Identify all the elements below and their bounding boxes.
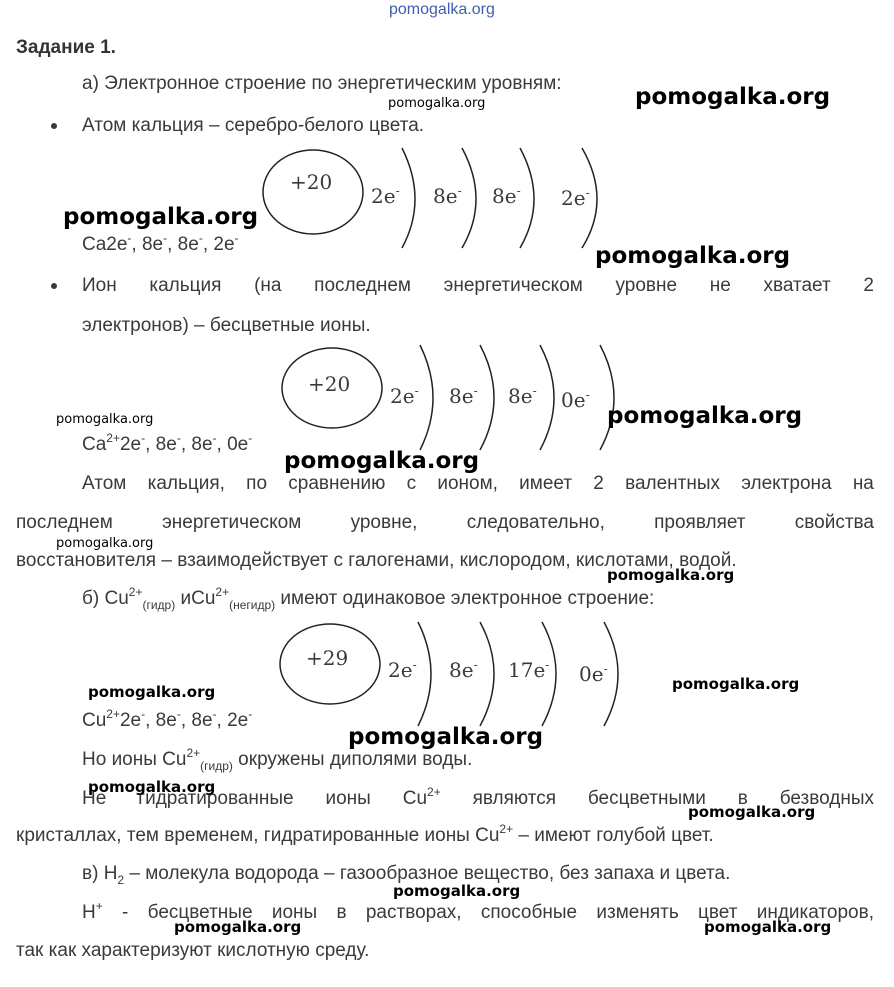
para-b-line1: Не гидратированные ионы $Cu^{2+}$ являются бесцветными в безводных <box>82 785 874 809</box>
watermark: pomogalka.org <box>672 675 800 693</box>
part-v-line2: H+ - бесцветные ионы в растворах, способные изменять цвет индикаторов, <box>82 899 874 923</box>
watermark: pomogalka.org <box>607 403 803 429</box>
shell-arc <box>420 345 433 450</box>
nucleus-charge: +20 <box>308 372 351 396</box>
para-a-line2: последнем энергетическом уровне, следовательно, проявляет свойства <box>16 512 874 533</box>
hydrated-ions-line: Но ионы $Cu^{2+}_{(гидр)}$ окружены диполями воды. <box>82 746 473 773</box>
para-a-line1: Атом кальция, по сравнению с ионом, имеет 2 валентных электрона на <box>82 473 874 494</box>
shell-label: 8e- <box>508 384 537 408</box>
shell-label: 2e- <box>371 184 400 208</box>
watermark: pomogalka.org <box>393 882 521 900</box>
watermark: pomogalka.org <box>704 918 832 936</box>
watermark: pomogalka.org <box>388 96 486 111</box>
watermark: pomogalka.org <box>284 448 480 474</box>
watermark: pomogalka.org <box>63 204 259 230</box>
shell-label: 8e- <box>492 184 521 208</box>
shell-label: 2e- <box>388 658 417 682</box>
shell-arc <box>480 622 494 726</box>
shell-arc <box>520 148 534 248</box>
watermark: pomogalka.org <box>174 918 302 936</box>
shell-label: 2e- <box>561 186 590 210</box>
part-v-line3: так как характеризуют кислотную среду. <box>16 940 370 961</box>
watermark: pomogalka.org <box>607 566 735 584</box>
formula-calcium-ion: $Ca^{2+}2e^-$, 8e-, 8e-, 0e- <box>82 431 253 455</box>
shell-arc <box>418 622 431 726</box>
shell-label: 8e- <box>433 184 462 208</box>
watermark: pomogalka.org <box>88 778 216 796</box>
formula-copper-ion: $Cu^{2+}2e^-$, 8e-, 8e-, 2e- <box>82 707 253 731</box>
shell-arc <box>402 148 415 248</box>
nucleus-charge: +20 <box>290 170 333 194</box>
shell-arc <box>462 148 476 248</box>
shell-label: 8e- <box>449 658 478 682</box>
part-a-intro: а) Электронное строение по энергетическим уровням: <box>82 73 562 94</box>
watermark: pomogalka.org <box>688 803 816 821</box>
shell-arc <box>540 345 554 450</box>
nucleus-charge: +29 <box>306 646 349 670</box>
shell-label: 0e- <box>561 388 590 412</box>
shell-arc <box>600 345 614 450</box>
para-a-line3: восстановителя – взаимодействует с галогенами, кислородом, кислотами, водой. <box>16 550 737 571</box>
bullet1-text: Атом кальция – серебро-белого цвета. <box>82 115 425 136</box>
watermark: pomogalka.org <box>56 412 154 427</box>
watermark: pomogalka.org <box>88 683 216 701</box>
shell-label: 17e- <box>508 658 550 682</box>
shell-label: 8e- <box>449 384 478 408</box>
watermark: pomogalka.org <box>595 243 791 269</box>
site-header-link[interactable]: pomogalka.org <box>389 1 495 18</box>
part-v-line1: в) $H_2$ – молекула водорода – газообразное вещество, без запаха и цвета. <box>82 863 731 887</box>
bullet-dot <box>51 123 57 129</box>
part-b-intro: б) $Cu^{2+}_{(гидр)}$ иCu$^{2+}_{(негидр)}$ имеют одинаковое электронное строение: <box>82 585 655 612</box>
bullet2-line1: Ион кальция (на последнем энергетическом уровне не хватает 2 <box>82 275 874 296</box>
watermark: pomogalka.org <box>635 84 831 110</box>
shell-arc <box>480 345 494 450</box>
task-heading: Задание 1. <box>16 37 116 58</box>
watermark: pomogalka.org <box>348 724 544 750</box>
watermark: pomogalka.org <box>56 536 154 551</box>
para-b-line2: кристаллах, тем временем, гидратированные ионы $Cu^{2+}$ – имеют голубой цвет. <box>16 822 714 846</box>
formula-calcium-atom: Ca2e-, 8e-, 8e-, 2e- <box>82 231 239 255</box>
shell-label: 2e- <box>390 384 419 408</box>
bullet2-line2: электронов) – бесцветные ионы. <box>82 315 371 336</box>
shell-label: 0e- <box>579 662 608 686</box>
bullet-dot <box>51 283 57 289</box>
